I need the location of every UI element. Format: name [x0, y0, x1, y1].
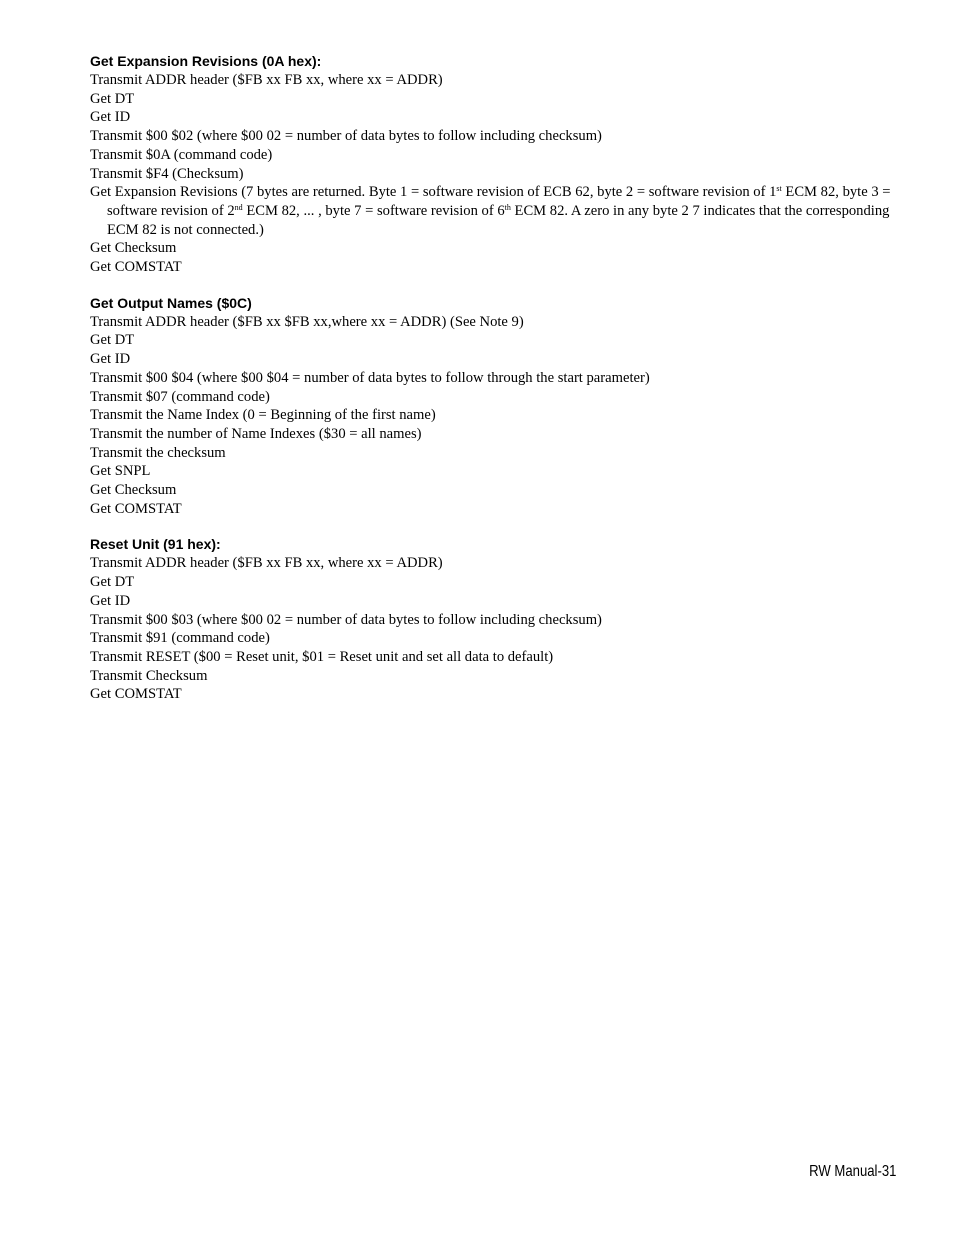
procedure-step: Transmit ADDR header ($FB xx FB xx, where xx = ADDR)	[90, 72, 443, 88]
procedure-step: Get COMSTAT	[90, 259, 182, 276]
procedure-step: Transmit $91 (command code)	[90, 630, 270, 647]
procedure-step: Get DT	[90, 574, 135, 591]
procedure-step: Get COMSTAT	[90, 500, 182, 517]
procedure-step: Transmit $00 $04 (where $00 $04 = number of data bytes to follow through the start parameter)	[90, 369, 650, 386]
procedure-step: Transmit $00 $02 (where $00 02 = number of data bytes to follow including checksum)	[90, 128, 602, 145]
ordinal-suffix: st	[776, 184, 782, 194]
ordinal-suffix: th	[504, 202, 511, 212]
page-footer-label: RW Manual-31	[808, 1163, 896, 1180]
procedure-step: Get Checksum	[90, 240, 177, 257]
procedure-step: Get DT	[90, 90, 135, 107]
procedure-step: Get ID	[90, 109, 131, 126]
section-get-output-names	[90, 294, 896, 519]
procedure-step: Transmit $0A (command code)	[90, 146, 273, 163]
procedure-step: Get SNPL	[90, 463, 151, 480]
procedure-step: Get DT	[90, 332, 135, 349]
section-reset-unit	[90, 535, 896, 704]
section-heading: Reset Unit (91 hex):	[90, 536, 221, 553]
procedure-step: Transmit ADDR header ($FB xx $FB xx,where xx = ADDR) (See Note 9)	[90, 313, 524, 330]
procedure-step: Transmit $07 (command code)	[90, 388, 270, 405]
procedure-step: Transmit $F4 (Checksum)	[90, 165, 244, 182]
section-heading: Get Expansion Revisions (0A hex):	[90, 53, 322, 69]
procedure-step: Transmit ADDR header ($FB xx FB xx, where xx = ADDR)	[90, 555, 443, 572]
procedure-step: Transmit the number of Name Indexes ($30 = all names)	[90, 425, 422, 442]
document-body	[90, 52, 896, 721]
description-text: ECM 82. A zero in any byte 2 7 indicates that the corresponding ECM 82 is not connected.)	[107, 202, 890, 238]
description-text: ECM 82, ... , byte 7 = software revision of 6	[242, 202, 505, 219]
procedure-step: Transmit $00 $03 (where $00 02 = number of data bytes to follow including checksum)	[90, 611, 602, 628]
procedure-step: Transmit the Name Index (0 = Beginning of the first name)	[90, 407, 436, 424]
description-text: ECM 82, byte 3 = software revision of 2	[107, 184, 891, 219]
procedure-step: Get COMSTAT	[90, 686, 182, 703]
section-heading: Get Output Names ($0C)	[90, 294, 252, 311]
expansion-revisions-description	[90, 183, 896, 239]
procedure-step: Transmit Checksum	[90, 667, 208, 684]
ordinal-suffix: nd	[234, 202, 243, 212]
procedure-step: Transmit the checksum	[90, 444, 226, 461]
procedure-step: Get ID	[90, 351, 131, 368]
procedure-step: Get Checksum	[90, 482, 177, 499]
description-text: Get Expansion Revisions (7 bytes are returned. Byte 1 = software revision of ECB 62, byte 2 = software revision of 1	[90, 184, 777, 201]
section-get-expansion-revisions	[90, 52, 896, 277]
procedure-step: Get ID	[90, 592, 131, 609]
procedure-step: Transmit RESET ($00 = Reset unit, $01 = Reset unit and set all data to default)	[90, 648, 554, 665]
